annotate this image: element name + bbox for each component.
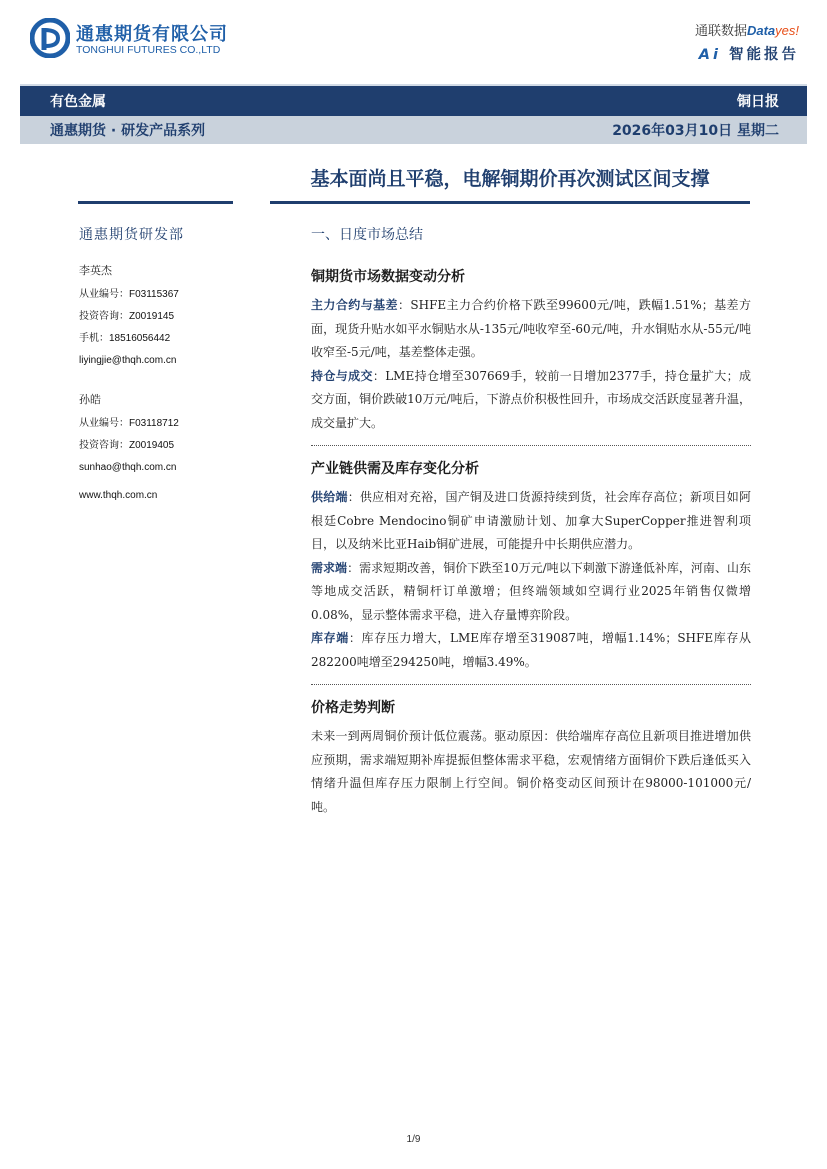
report-body [311, 224, 751, 819]
section-title: 一、日度市场总结 [311, 227, 423, 243]
datayes-wordmark [639, 20, 799, 39]
paragraph [311, 365, 751, 436]
ai-mark: Ai [698, 47, 721, 63]
field-label: 从业编号： [79, 418, 129, 429]
field-value: Z0019405 [129, 440, 175, 451]
subsection-heading: 价格走势判断 [311, 700, 395, 716]
analyst-sidebar [79, 224, 239, 512]
page-title: 基本面尚且平稳，电解铜期价再次测试区间支撑 [310, 168, 710, 190]
report-date: 2026年03月10日 星期二 [612, 123, 779, 139]
analyst-consult-id [79, 440, 239, 451]
report-type-label: 铜日报 [737, 94, 779, 110]
title-rule-left [78, 201, 233, 204]
company-logo-icon [30, 18, 70, 58]
field-value: Z0019145 [129, 311, 175, 322]
field-value: F03115367 [129, 289, 179, 300]
field-label: 投资咨询： [79, 311, 129, 322]
department-name: 通惠期货研发部 [79, 227, 184, 243]
email-link[interactable]: liyingjie@thqh.com.cn [79, 355, 177, 366]
subsection-heading: 产业链供需及库存变化分析 [311, 461, 479, 477]
series-label: 通惠期货 · 研发产品系列 [50, 123, 206, 139]
email-link[interactable]: sunhao@thqh.com.cn [79, 462, 177, 473]
company-logo [30, 18, 230, 62]
section-divider [311, 684, 751, 685]
sector-label: 有色金属 [50, 94, 106, 110]
paragraph-label: 供给端 [311, 490, 348, 504]
paragraph-text: 未来一到两周铜价预计低位震荡。驱动原因：供给端库存高位且新项目推进增加供应预期，需求端短期补库提振但整体需求平稳，宏观情绪方面铜价下跌后逢低买入情绪升温但库存压力限制上行空间。铜价格变动区间预计在98000-101000元/吨。 [311, 729, 751, 814]
ai-report-text: 智能报告 [729, 47, 799, 63]
analyst-license [79, 418, 239, 429]
paragraph [311, 627, 751, 674]
field-label: 手机： [79, 333, 109, 344]
paragraph [311, 486, 751, 557]
website-link[interactable] [79, 490, 239, 501]
datayes-logo [639, 20, 799, 64]
paragraph [311, 557, 751, 628]
paragraph-text: ：库存压力增大，LME库存增至319087吨，增幅1.14%；SHFE库存从282200吨增至294250吨，增幅3.49%。 [311, 631, 751, 669]
field-label: 投资咨询： [79, 440, 129, 451]
datayes-suffix: yes! [775, 23, 799, 38]
subsection-heading: 铜期货市场数据变动分析 [311, 269, 465, 285]
analyst-phone [79, 333, 239, 344]
paragraph-label: 持仓与成交 [311, 368, 373, 383]
analyst-name: 李英杰 [79, 264, 112, 277]
paragraph-text: ：LME持仓增至307669手，较前一日增加2377手，持仓量扩大；成交方面，铜价跌破10万元/吨后，下游点价积极性回升，市场成交活跃度显著升温，成交量扩大。 [311, 368, 751, 430]
title-rule-right [270, 201, 750, 204]
company-name-cn: 通惠期货有限公司 [76, 24, 228, 45]
field-value: F03118712 [129, 418, 179, 429]
field-value: 18516056442 [109, 333, 171, 344]
analyst-consult-id [79, 311, 239, 322]
paragraph-text: ：需求短期改善，铜价下跌至10万元/吨以下刺激下游逢低补库，河南、山东等地成交活跃，精铜杆订单激增；但终端领域如空调行业2025年销售仅微增0.08%，显示整体需求平稳，进入存量博弈阶段。 [311, 560, 751, 622]
analyst-email[interactable] [79, 355, 239, 366]
paragraph [311, 294, 751, 365]
datayes-prefix: 通联数据 [694, 23, 747, 38]
ai-report-label [639, 43, 799, 64]
paragraph-text: ：SHFE主力合约价格下跌至99600元/吨，跌幅1.51%；基差方面，现货升贴水如平水铜贴水从-135元/吨收窄至-60元/吨，升水铜贴水从-55元/吨收窄至-5元/吨，基差整体走强。 [311, 298, 751, 359]
series-bar [20, 116, 807, 144]
analyst-name: 孙皓 [79, 393, 101, 406]
datayes-brand: Data [746, 23, 776, 38]
analyst-license [79, 289, 239, 300]
analyst-email[interactable] [79, 462, 239, 473]
category-bar [20, 84, 807, 116]
paragraph-label: 主力合约与基差 [311, 298, 398, 312]
website-url[interactable]: www.thqh.com.cn [79, 490, 158, 501]
paragraph-label: 需求端 [311, 560, 348, 575]
paragraph-text: ：供应相对充裕，国产铜及进口货源持续到货，社会库存高位；新项目如阿根廷Cobre Mendocino铜矿申请激励计划、加拿大SuperCopper推进智利项目，以及纳米比亚Haib铜矿进展，可能提升中长期供应潜力。 [311, 490, 751, 551]
company-name-en: TONGHUI FUTURES CO.,LTD [76, 44, 221, 56]
section-divider [311, 445, 751, 446]
page-number: 1/9 [406, 1134, 421, 1145]
field-label: 从业编号： [79, 289, 129, 300]
paragraph-label: 库存端 [311, 631, 349, 645]
